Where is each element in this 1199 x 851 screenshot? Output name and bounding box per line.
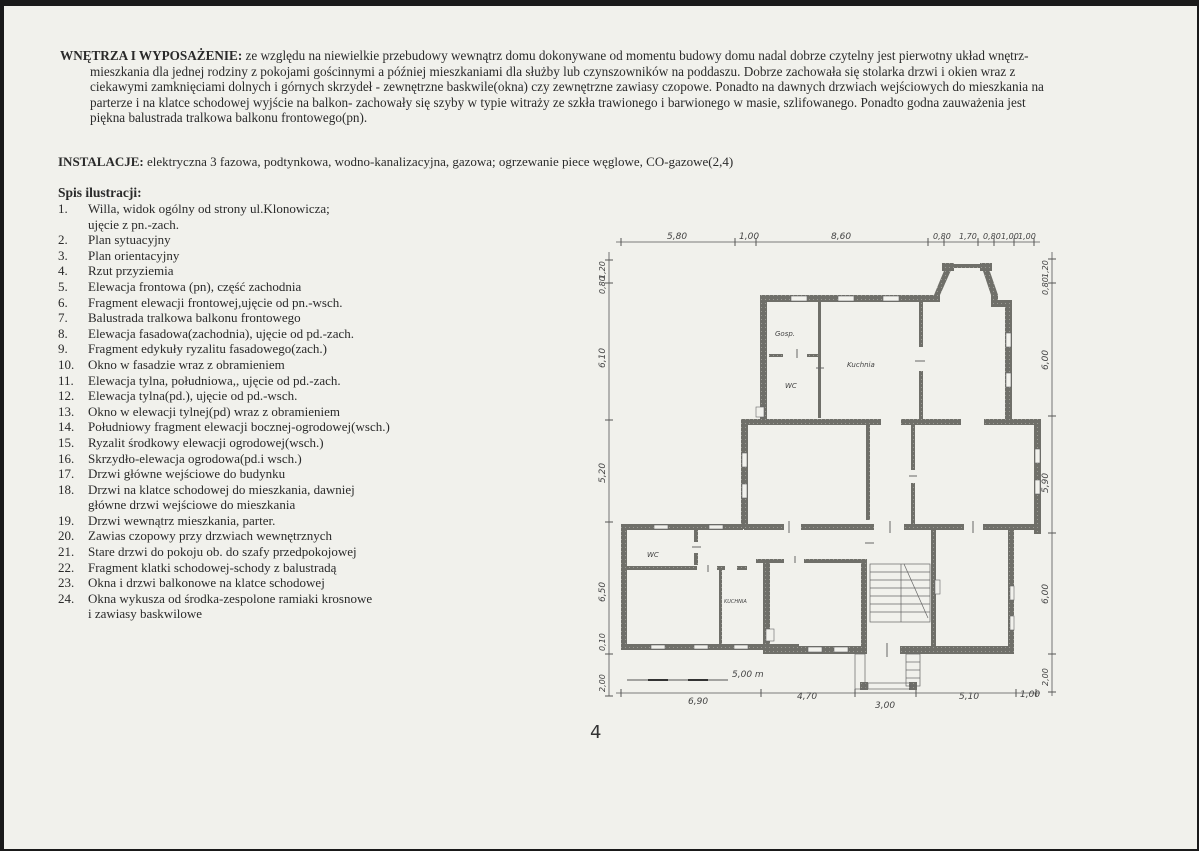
list-item-text: Fragment elewacji frontowej,ujęcie od pn.-wsch. bbox=[88, 294, 343, 310]
scale-label: 5,00 m bbox=[732, 670, 764, 680]
list-item-number: 5. bbox=[58, 278, 68, 294]
interiors-line: ze względu na niewielkie przebudowy wewnątrz domu dokonywane od momentu budowy domu nadal dobrze czytelny jest pierwotny układ wnętrz- bbox=[242, 48, 1029, 63]
list-item-number: 18. bbox=[58, 481, 75, 497]
dim-right: 1,20 bbox=[1041, 260, 1050, 278]
list-item-text: Elewacja tylna, południowa,, ujęcie od pd.-zach. bbox=[88, 372, 341, 388]
list-item-number: 10. bbox=[58, 356, 75, 372]
list-item-continuation: i zawiasy baskwilowe bbox=[88, 606, 203, 622]
room-label-wc: WC bbox=[785, 382, 797, 390]
list-item-text: Stare drzwi do pokoju ob. do szafy przedpokojowej bbox=[88, 544, 357, 560]
list-item-text: Okno w elewacji tylnej(pd) wraz z obramieniem bbox=[88, 403, 340, 419]
list-item-number: 20. bbox=[58, 528, 75, 544]
dim-right: 5,90 bbox=[1041, 472, 1051, 493]
list-item-number: 2. bbox=[58, 232, 68, 248]
installations-heading: INSTALACJE: bbox=[58, 154, 144, 169]
dim-left: 0,80 bbox=[598, 276, 607, 294]
list-item-number: 6. bbox=[58, 294, 68, 310]
list-item-text: Okna wykusza od środka-zespolone ramiaki krosnowe bbox=[88, 590, 373, 606]
windows bbox=[651, 296, 1040, 652]
room-label-gosp: Gosp. bbox=[775, 330, 796, 338]
dim-right: 0,80 bbox=[1041, 277, 1050, 295]
interiors-line: piękna balustrada tralkowa balkonu frontowego(pn). bbox=[90, 110, 368, 126]
dim-top: 5,80 bbox=[667, 232, 688, 242]
dim-top: 1,70 bbox=[959, 232, 977, 241]
list-item-number: 3. bbox=[58, 247, 68, 263]
dim-left: 6,10 bbox=[598, 347, 608, 368]
list-item-text: Elewacja tylna(pd.), ujęcie od pd.-wsch. bbox=[88, 388, 298, 404]
list-item-continuation: ujęcie z pn.-zach. bbox=[88, 216, 179, 232]
list-item-text: Elewacja frontowa (pn), część zachodnia bbox=[88, 278, 302, 294]
list-item-text: Drzwi wewnątrz mieszkania, parter. bbox=[88, 512, 276, 528]
door-marks bbox=[692, 349, 973, 657]
list-item-text: Skrzydło-elewacja ogrodowa(pd.i wsch.) bbox=[88, 450, 302, 466]
dim-right: 2,00 bbox=[1041, 668, 1050, 686]
dimension-lines bbox=[605, 238, 1056, 697]
dim-bottom: 1,00 bbox=[1020, 690, 1041, 700]
list-item-number: 13. bbox=[58, 403, 75, 419]
dim-top: 8,60 bbox=[831, 232, 852, 242]
dim-bottom: 3,00 bbox=[875, 701, 896, 711]
list-item-text: Drzwi główne wejściowe do budynku bbox=[88, 466, 286, 482]
dim-top: 0,80 bbox=[983, 232, 1001, 241]
room-label-kitchen: KUCHNIA bbox=[724, 599, 747, 605]
list-item-number: 7. bbox=[58, 310, 68, 326]
list-item-number: 23. bbox=[58, 575, 75, 591]
dim-right: 6,00 bbox=[1041, 349, 1051, 370]
list-item-text: Fragment klatki schodowej-schody z balustradą bbox=[88, 559, 337, 575]
installations-text: elektryczna 3 fazowa, podtynkowa, wodno-kanalizacyjna, gazowa; ogrzewanie piece węglowe, CO-gazowe(2,4) bbox=[143, 154, 734, 169]
dim-top: 0,80 bbox=[933, 232, 951, 241]
list-item-text: Okna i drzwi balkonowe na klatce schodowej bbox=[88, 575, 325, 591]
list-item-number: 9. bbox=[58, 341, 68, 357]
list-item-number: 8. bbox=[58, 325, 68, 341]
dim-top: 1,00 bbox=[739, 232, 760, 242]
walls bbox=[621, 263, 1041, 690]
list-item-number: 14. bbox=[58, 419, 75, 435]
list-item-text: Południowy fragment elewacji bocznej-ogrodowej(wsch.) bbox=[88, 419, 390, 435]
list-item-number: 15. bbox=[58, 434, 75, 450]
list-item-text: Balustrada tralkowa balkonu frontowego bbox=[88, 310, 301, 326]
list-item-number: 22. bbox=[58, 559, 75, 575]
list-item-text: Elewacja fasadowa(zachodnia), ujęcie od pd.-zach. bbox=[88, 325, 354, 341]
dim-bottom: 4,70 bbox=[797, 692, 818, 702]
dim-bottom: 5,10 bbox=[959, 692, 980, 702]
dim-top: 1,00 bbox=[1018, 232, 1036, 241]
list-item-number: 24. bbox=[58, 590, 75, 606]
list-item-text: Plan orientacyjny bbox=[88, 247, 180, 263]
room-label-kitchen: Kuchnia bbox=[847, 361, 875, 369]
dim-left: 5,20 bbox=[598, 462, 608, 483]
list-item-number: 12. bbox=[58, 388, 75, 404]
interiors-line: parterze i na klatce schodowej wyjście na balkon- zachowały się szyby w typie witraży ze szkła trawionego i barwionego w masie, szlifowanego. Ponadto godna zauważenia jest bbox=[90, 94, 1026, 110]
dim-left: 1,20 bbox=[598, 261, 607, 279]
list-item-number: 17. bbox=[58, 466, 75, 482]
list-item-number: 1. bbox=[58, 201, 68, 216]
list-item-number: 11. bbox=[58, 372, 74, 388]
list-item-continuation: główne drzwi wejściowe do mieszkania bbox=[88, 497, 296, 513]
list-item-number: 4. bbox=[58, 263, 68, 279]
dim-left: 6,50 bbox=[598, 581, 608, 602]
interiors-line: mieszkania dla jednej rodziny z pokojami gościnnymi a później mieszkaniami dla służby lub czynszowników na poddaszu. Dobrze zachowała się stolarka drzwi i okien wraz z bbox=[90, 63, 1016, 79]
dim-bottom: 6,90 bbox=[688, 697, 709, 707]
list-item-text: Drzwi na klatce schodowej do mieszkania, dawniej bbox=[88, 481, 355, 497]
interiors-heading: WNĘTRZA I WYPOSAŻENIE: bbox=[60, 48, 243, 63]
list-item-text: Okno w fasadzie wraz z obramieniem bbox=[88, 356, 285, 372]
dim-left: 2,00 bbox=[598, 674, 607, 692]
dim-left: 0,10 bbox=[598, 633, 607, 651]
document-page bbox=[4, 6, 1197, 849]
list-item-text: Willa, widok ogólny od strony ul.Klonowicza; bbox=[88, 201, 330, 216]
interiors-line: ciekawymi zamknięciami dolnych i górnych skrzydeł - zewnętrzne baskwile(okna) czy zewnętrzne zawiasy czopowe. Ponadto na dawnych drzwiach wejściowych do mieszkania na bbox=[90, 79, 1044, 95]
illustrations-title: Spis ilustracji: bbox=[58, 185, 142, 200]
list-item-number: 19. bbox=[58, 512, 75, 528]
list-item-text: Plan sytuacyjny bbox=[88, 232, 171, 248]
page-number: 4 bbox=[590, 722, 602, 743]
scale-bar bbox=[627, 670, 764, 680]
list-item-text: Fragment edykuły ryzalitu fasadowego(zach.) bbox=[88, 341, 327, 357]
dim-right: 6,00 bbox=[1041, 583, 1051, 604]
list-item-text: Ryzalit środkowy elewacji ogrodowej(wsch.) bbox=[88, 434, 324, 450]
room-label-wc: WC bbox=[647, 551, 659, 559]
dim-top: 1,00 bbox=[1001, 232, 1019, 241]
list-item-number: 21. bbox=[58, 544, 75, 560]
list-item-text: Zawias czopowy przy drzwiach wewnętrznych bbox=[88, 528, 333, 544]
list-item-text: Rzut przyziemia bbox=[88, 263, 174, 279]
list-item-number: 16. bbox=[58, 450, 75, 466]
